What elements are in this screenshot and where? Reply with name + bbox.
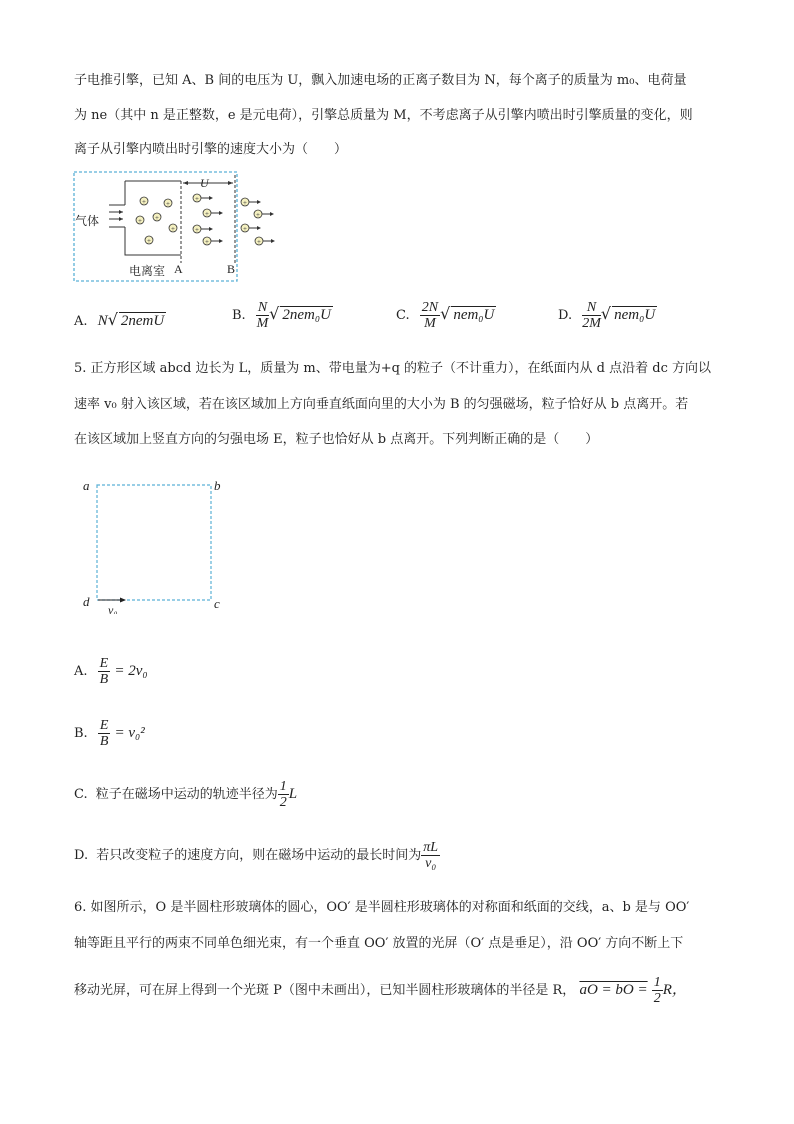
q6-text-line-2: 轴等距且平行的两束不同单色细光束，有一个垂直 OO′ 放置的光屏（O′ 点是垂足），沿 OO′ 方向不断上下 xyxy=(74,936,684,951)
corner-c: c xyxy=(214,596,220,611)
svg-text:+: + xyxy=(256,211,260,219)
v0-label: v₀ xyxy=(108,603,118,614)
q6-text-line-1: 6. 如图所示，O 是半圆柱形玻璃体的圆心，OO′ 是半圆柱形玻璃体的对称面和纸面的交线，a、b 是与 OO′ xyxy=(74,900,690,915)
voltage-label: U xyxy=(200,176,209,190)
svg-text:+: + xyxy=(205,238,209,246)
q5-text-line-1: 5. 正方形区域 abcd 边长为 L，质量为 m、带电量为+q 的粒子（不计重力），在纸面内从 d 点沿着 dc 方向以 xyxy=(74,361,712,376)
q5-text-line-2: 速率 v₀ 射入该区域，若在该区域加上方向垂直纸面向里的大小为 B 的匀强磁场，粒子恰好从 b 点离开。若 xyxy=(74,397,689,412)
q6-eq: aO = bO = xyxy=(579,982,648,998)
svg-text:+: + xyxy=(195,226,199,234)
corner-a: a xyxy=(83,478,90,493)
svg-text:+: + xyxy=(138,217,142,225)
q5-option-d-label: D. xyxy=(74,848,89,863)
q5-option-a-label: A. xyxy=(74,664,88,679)
q4-text-line-3: 离子从引擎内喷出时引擎的速度大小为（ ） xyxy=(74,142,348,157)
svg-text:+: + xyxy=(195,195,199,203)
svg-text:+: + xyxy=(142,198,146,206)
svg-text:+: + xyxy=(243,225,247,233)
q5-option-b[interactable]: B. $\frac{E}{B}$ = v₀² xyxy=(74,718,145,749)
ion-engine-figure xyxy=(73,171,278,287)
q4-option-d[interactable]: D. $\frac{N}{2M}$ √ nem₀U xyxy=(558,300,656,331)
gas-label: 气体 xyxy=(75,214,100,228)
q6-text-line-3: 移动光屏，可在屏上得到一个光斑 P（图中未画出），已知半圆柱形玻璃体的半径是 R， aO = bO = $\frac{1}{2}$ R， xyxy=(74,975,687,1006)
q4-option-c-label: C. xyxy=(396,308,410,323)
svg-text:+: + xyxy=(243,199,247,207)
svg-text:+: + xyxy=(155,214,159,222)
plate-a-label: A xyxy=(174,262,183,276)
svg-text:+: + xyxy=(171,225,175,233)
q4-option-a[interactable]: A. N√ 2nemU xyxy=(74,310,165,329)
q5-option-a[interactable]: A. $\frac{E}{B}$ = 2v₀ xyxy=(74,656,148,687)
square-region-figure xyxy=(80,474,230,618)
q5-option-c[interactable]: C. 粒子在磁场中运动的轨迹半径为 $\frac{1}{2}$ L xyxy=(74,779,298,810)
q4-text-line-1: 子电推引擎，已知 A、B 间的电压为 U，飘入加速电场的正离子数目为 N，每个离子的质量为 m₀、电荷量 xyxy=(74,73,687,88)
q4-option-b[interactable]: B. $\frac{N}{M}$ √ 2nem₀U xyxy=(232,300,331,331)
q5-option-c-label: C. xyxy=(74,787,88,802)
q4-option-a-label: A. xyxy=(74,314,88,329)
svg-text:+: + xyxy=(147,237,151,245)
svg-text:+: + xyxy=(205,210,209,218)
q5-option-b-label: B. xyxy=(74,726,88,741)
q4-option-c[interactable]: C. $\frac{2N}{M}$ √ nem₀U xyxy=(396,300,495,331)
corner-b: b xyxy=(214,478,221,493)
svg-text:+: + xyxy=(257,238,261,246)
q5-option-d[interactable]: D. 若只改变粒子的速度方向，则在磁场中运动的最长时间为 $\frac{\pi L}{\text{v₀}}$ xyxy=(74,840,439,871)
svg-text:+: + xyxy=(166,200,170,208)
q5-text-line-3: 在该区域加上竖直方向的匀强电场 E，粒子也恰好从 b 点离开。下列判断正确的是（ ） xyxy=(74,432,599,447)
q4-option-d-label: D. xyxy=(558,308,573,323)
chamber-label: 电离室 xyxy=(129,264,166,278)
corner-d: d xyxy=(83,594,90,609)
plate-b-label: B xyxy=(227,262,236,276)
q4-text-line-2: 为 ne（其中 n 是正整数，e 是元电荷），引擎总质量为 M，不考虑离子从引擎内喷出时引擎质量的变化，则 xyxy=(74,108,693,123)
q4-option-b-label: B. xyxy=(232,308,246,323)
